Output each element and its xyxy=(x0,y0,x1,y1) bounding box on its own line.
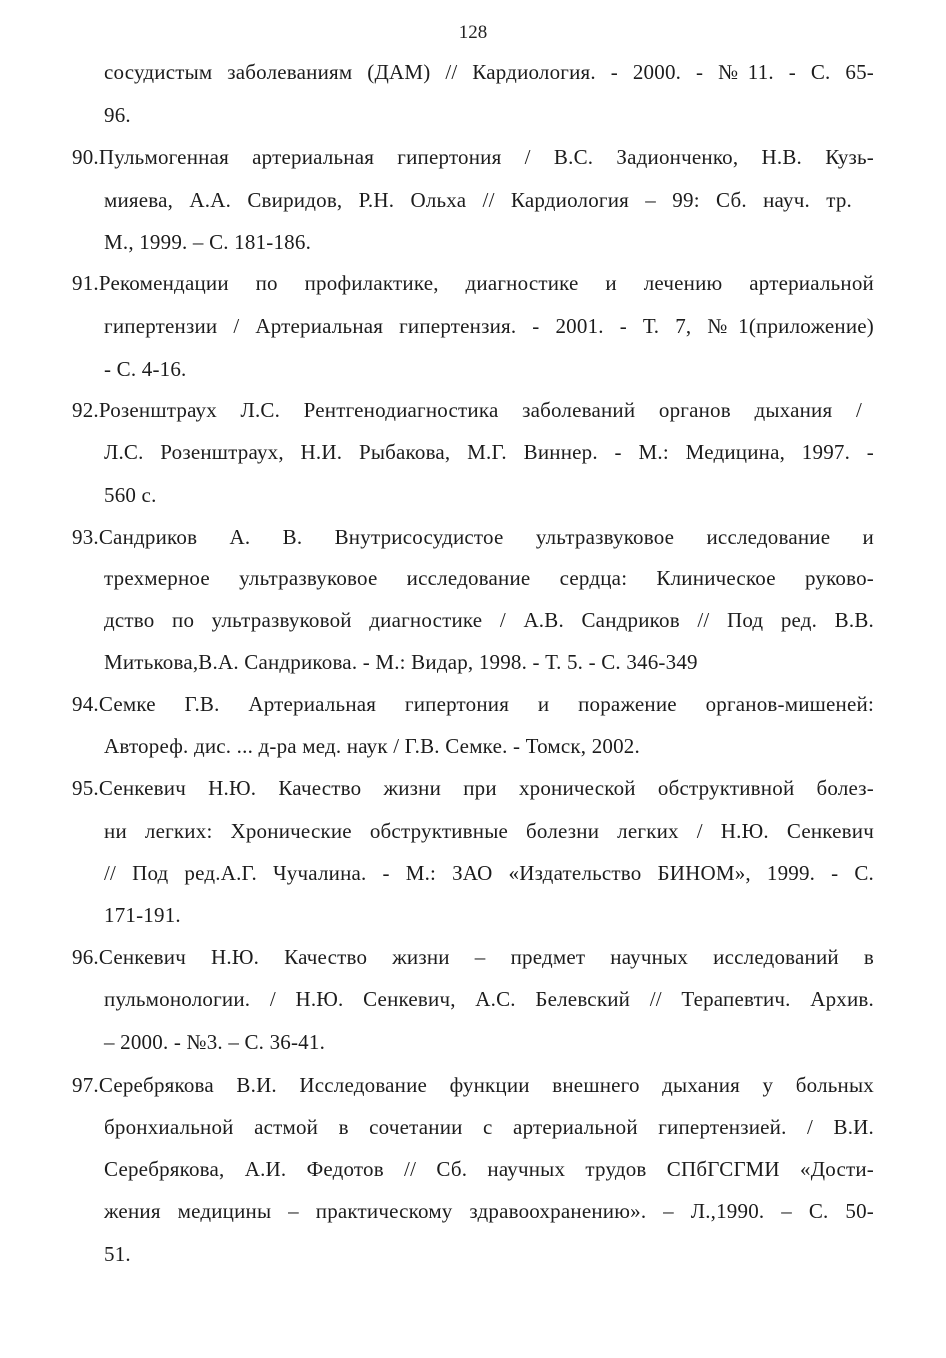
ref-line: Л.С. Розенштраух, Н.И. Рыбакова, М.Г. Виннер. - М.: Медицина, 1997. - xyxy=(104,440,874,464)
ref-line: - С. 4-16. xyxy=(104,357,187,381)
ref-line: 94.Семке Г.В. Артериальная гипертония и поражение органов-мишеней: xyxy=(72,692,874,716)
ref-line: М., 1999. – С. 181-186. xyxy=(104,230,312,254)
ref-line: 96. xyxy=(104,103,131,127)
ref-line: бронхиальной астмой в сочетании с артериальной гипертензией. / В.И. xyxy=(104,1115,874,1139)
ref-line: 92.Розенштраух Л.С. Рентгенодиагностика заболеваний органов дыхания / xyxy=(72,398,862,422)
ref-line: 96.Сенкевич Н.Ю. Качество жизни – предмет научных исследований в xyxy=(72,945,874,969)
ref-line: Серебрякова, А.И. Федотов // Сб. научных трудов СПбГСГМИ «Дости- xyxy=(104,1157,874,1181)
ref-line: жения медицины – практическому здравоохранению». – Л.,1990. – С. 50- xyxy=(104,1199,874,1223)
ref-line: 171-191. xyxy=(104,903,181,927)
ref-line: трехмерное ультразвуковое исследование сердца: Клиническое руково- xyxy=(104,566,874,590)
ref-line: – 2000. - №3. – С. 36-41. xyxy=(104,1030,326,1054)
ref-line: 51. xyxy=(104,1242,131,1266)
ref-line: 90.Пульмогенная артериальная гипертония / В.С. Задионченко, Н.В. Кузь- xyxy=(72,145,874,169)
ref-line: ни легких: Хронические обструктивные болезни легких / Н.Ю. Сенкевич xyxy=(104,819,874,843)
ref-line: дство по ультразвуковой диагностике / А.В. Сандриков // Под ред. В.В. xyxy=(104,608,874,632)
ref-line: Автореф. дис. ... д-ра мед. наук / Г.В. Семке. - Томск, 2002. xyxy=(104,734,640,758)
ref-line: 95.Сенкевич Н.Ю. Качество жизни при хронической обструктивной болез- xyxy=(72,776,874,800)
ref-line: 97.Серебрякова В.И. Исследование функции внешнего дыхания у больных xyxy=(72,1073,874,1097)
ref-line: // Под ред.А.Г. Чучалина. - М.: ЗАО «Издательство БИНОМ», 1999. - С. xyxy=(104,861,874,885)
ref-line: пульмонологии. / Н.Ю. Сенкевич, А.С. Белевский // Терапевтич. Архив. xyxy=(104,987,874,1011)
ref-line: 560 с. xyxy=(104,483,157,507)
ref-line: сосудистым заболеваниям (ДАМ) // Кардиология. - 2000. - №11. - С. 65- xyxy=(104,60,874,84)
page-number: 128 xyxy=(458,22,488,43)
ref-line: 91.Рекомендации по профилактике, диагностике и лечению артериальной xyxy=(72,271,874,295)
ref-line: гипертензии / Артериальная гипертензия. - 2001. - Т. 7, №1(приложение) xyxy=(104,314,874,338)
ref-line: 93.Сандриков А. В. Внутрисосудистое ультразвуковое исследование и xyxy=(72,525,874,549)
ref-line: мияева, А.А. Свиридов, Р.Н. Ольха // Кардиология – 99: Сб. науч. тр. xyxy=(104,188,852,212)
ref-line: Митькова,В.А. Сандрикова. - М.: Видар, 1998. - Т. 5. - С. 346-349 xyxy=(104,650,698,674)
